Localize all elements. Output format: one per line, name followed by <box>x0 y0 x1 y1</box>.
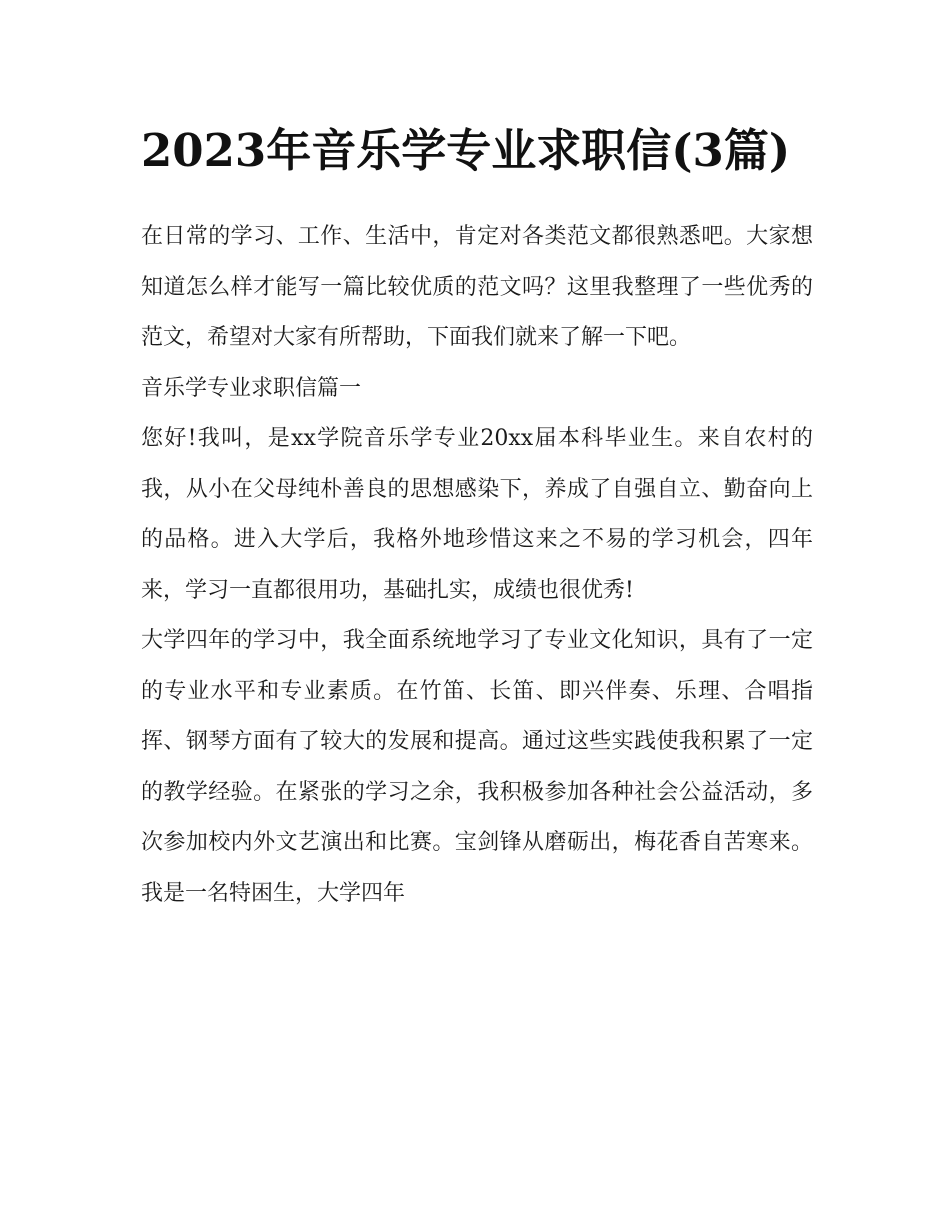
body-paragraph-1: 您好!我叫，是xx学院音乐学专业20xx届本科毕业生。来自农村的我，从小在父母纯朴善良的思想感染下，养成了自强自立、勤奋向上的品格。进入大学后，我格外地珍惜这来之不易的学习机会，四年来，学习一直都很用功，基础扎实，成绩也很优秀! <box>141 426 813 603</box>
document-title: 2023年音乐学专业求职信(3篇) <box>141 124 791 177</box>
document-content <box>141 0 813 919</box>
document-body <box>141 212 813 919</box>
body-paragraph-2: 大学四年的学习中，我全面系统地学习了专业文化知识，具有了一定的专业水平和专业素质。在竹笛、长笛、即兴伴奏、乐理、合唱指挥、钢琴方面有了较大的发展和提高。通过这些实践使我积累了一定的教学经验。在紧张的学习之余，我积极参加各种社会公益活动，多次参加校内外文艺演出和比赛。宝剑锋从磨砺出，梅花香自苦寒来。我是一名特困生，大学四年 <box>141 628 813 906</box>
section-heading: 音乐学专业求职信篇一 <box>141 375 362 401</box>
intro-paragraph: 在日常的学习、工作、生活中，肯定对各类范文都很熟悉吧。大家想知道怎么样才能写一篇比较优质的范文吗？这里我整理了一些优秀的范文，希望对大家有所帮助，下面我们就来了解一下吧。 <box>141 224 813 350</box>
